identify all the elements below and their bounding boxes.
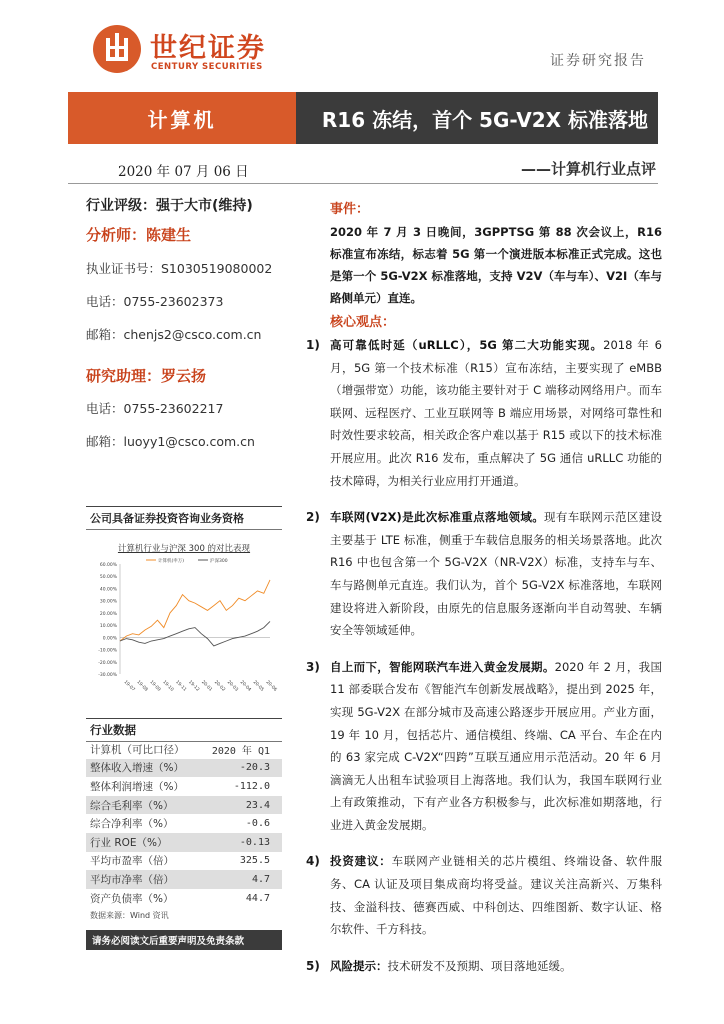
analyst-certificate: 执业证书号：S1030519080002 xyxy=(86,261,273,276)
table-row xyxy=(86,814,282,833)
item-headline: 高可靠低时延（uRLLC），5G 第二大功能实现。 xyxy=(330,338,604,352)
x-tick-label: 19-08 xyxy=(135,679,149,693)
x-tick-label: 19-11 xyxy=(174,679,188,693)
event-heading: 事件： xyxy=(330,202,370,217)
legend-label: 计算机(申万) xyxy=(158,558,185,564)
item-number: 5) xyxy=(306,958,320,973)
x-tick-label: 19-07 xyxy=(122,679,136,693)
analyst-name: 分析师：陈建生 xyxy=(86,226,192,244)
item-text xyxy=(330,850,662,940)
spacer xyxy=(306,941,662,951)
x-tick-label: 20-05 xyxy=(251,679,265,693)
table-row xyxy=(86,852,282,871)
item-body: 2018 年 6 月，5G 第一个技术标准（R15）宣布冻结，主要实现了 eMBB（增强带宽）功能，该功能主要针对于 C 端移动网络用户。而车联网、远程医疗、工业互联网等 B 端应用场景，对网络可靠性和时效性要求较高，相关政企客户难以基于 R15 或以下的技术标准开展应用。此次 R16 发布，重点解决了 5G 通信 uRLLC 功能的技术障碍，为相关行业应用打开通道。 xyxy=(330,338,662,488)
item-headline: 自上而下，智能网联汽车进入黄金发展期。 xyxy=(330,659,555,674)
item-body: 技术研发不及预期、项目落地延缓。 xyxy=(387,958,572,973)
x-tick-label: 19-12 xyxy=(187,679,200,693)
item-text xyxy=(330,656,662,837)
series-line-1 xyxy=(120,621,270,646)
logo-chinese-name: 世纪证券 xyxy=(150,33,266,64)
y-tick-label: -30.00% xyxy=(98,673,117,678)
item-body: 车联网产业链相关的芯片模组、终端设备、软件服务、CA 认证及项目集成商均将受益。建议关注高新兴、万集科技、金溢科技、德赛西威、中科创达、四维图新、数字认证、格尔软件、千方科技。 xyxy=(330,854,663,937)
header-divider xyxy=(68,183,658,184)
x-tick-label: 19-09 xyxy=(148,679,162,693)
row-value: 23.4 xyxy=(245,799,270,811)
item-headline: 投资建议： xyxy=(330,854,392,869)
spacer xyxy=(306,642,662,652)
row-label: 整体收入增速（%） xyxy=(90,762,184,775)
x-tick-label: 20-03 xyxy=(225,679,239,693)
table-row xyxy=(86,889,282,908)
item-number: 4) xyxy=(306,854,320,869)
company-logo xyxy=(92,22,292,78)
logo-english-name: CENTURY SECURITIES xyxy=(151,62,263,72)
item-text xyxy=(330,334,662,492)
legend-label: 沪深300 xyxy=(210,558,228,564)
century-securities-logo-icon xyxy=(92,24,142,74)
row-value: -20.3 xyxy=(239,762,270,774)
report-type-label: 证券研究报告 xyxy=(550,53,646,69)
spacer xyxy=(306,836,662,846)
row-label: 平均市净率（倍） xyxy=(90,873,174,886)
table-row xyxy=(86,777,282,796)
row-value: -112.0 xyxy=(233,780,270,792)
item-body: 现有车联网示范区建设主要基于 LTE 标准，侧重于车载信息服务的相关场景落地。此次 R16 中也包含第一个 5G-V2X（NR-V2X）标准，支持车与车、车与路侧单元直连。我们认为，首个 5G-V2X 标准落地，车联网建设将进入新阶段，由原先的信息服务逐渐向半自动驾驶、车辆安全等领域延伸。 xyxy=(330,510,663,638)
y-tick-label: 0.00% xyxy=(102,636,117,642)
analyst-email[interactable]: 邮箱：chenjs2@csco.com.cn xyxy=(86,327,262,342)
x-tick-label: 20-01 xyxy=(200,679,213,693)
table-row xyxy=(86,870,282,889)
y-tick-label: 60.00% xyxy=(99,563,117,568)
item-number: 1) xyxy=(306,338,320,352)
core-view-item xyxy=(306,850,662,940)
x-tick-label: 20-04 xyxy=(238,679,252,693)
table-row xyxy=(86,833,282,852)
title-banner xyxy=(68,92,658,144)
y-tick-label: 50.00% xyxy=(99,575,117,581)
item-headline: 风险提示： xyxy=(330,958,388,973)
analyst-sidebar xyxy=(86,195,286,450)
item-body: 2020 年 2 月，我国 11 部委联合发布《智能汽车创新发展战略》，提出到 2025 年，实现 5G-V2X 在部分城市及高速公路逐步开展应用。产业方面，19 年 10 月，包括芯片、通信模组、终端、CA 平台、车企在内的 63 家完成 C-V2X“四跨”互联互通应用示范活动。20 年 6 月滴滴无人出租车试验项目上海落地。我们认为，我国车联网行业上有政策推动，下有产业各方积极参与，此次标准如期落地，行业进入黄金发展期。 xyxy=(330,659,662,832)
row-label: 综合毛利率（%） xyxy=(90,799,174,812)
performance-chart xyxy=(86,528,282,708)
y-tick-label: -10.00% xyxy=(98,648,117,654)
core-view-item xyxy=(306,656,662,837)
row-label: 整体利润增速（%） xyxy=(90,780,184,793)
row-label: 行业 ROE（%） xyxy=(90,836,168,849)
spacer xyxy=(306,492,662,502)
assistant-phone: 电话：0755-23602217 xyxy=(86,401,224,416)
row-label: 综合净利率（%） xyxy=(90,818,174,831)
row-value: 325.5 xyxy=(239,855,270,867)
core-view-item xyxy=(306,955,662,978)
assistant-name: 研究助理：罗云扬 xyxy=(86,367,207,385)
y-tick-label: 20.00% xyxy=(99,611,117,617)
core-view-item xyxy=(306,334,662,492)
report-title: R16 冻结，首个 5G-V2X 标准落地 xyxy=(296,92,658,144)
item-text xyxy=(330,955,662,978)
row-value: -0.13 xyxy=(239,836,270,848)
table-row xyxy=(86,740,282,759)
assistant-email[interactable]: 邮箱：luoyy1@csco.com.cn xyxy=(86,434,255,449)
qualification-bar: 公司具备证券投资咨询业务资格 xyxy=(86,506,282,530)
row-value: 2020 年 Q1 xyxy=(211,745,270,757)
chart-title: 计算机行业与沪深 300 的对比表现 xyxy=(117,544,251,554)
main-content xyxy=(306,198,662,977)
y-tick-label: -20.00% xyxy=(98,660,117,666)
core-views-list xyxy=(306,334,662,977)
x-tick-label: 19-10 xyxy=(161,679,175,693)
item-number: 2) xyxy=(306,510,320,525)
y-tick-label: 10.00% xyxy=(99,624,117,630)
y-tick-label: 30.00% xyxy=(99,599,117,605)
data-source: 数据来源：Wind 资讯 xyxy=(90,910,169,920)
row-value: 4.7 xyxy=(251,873,270,885)
row-value: 44.7 xyxy=(245,892,270,904)
core-view-item xyxy=(306,506,662,642)
row-label: 平均市盈率（倍） xyxy=(90,855,174,868)
report-subtitle: ——计算机行业点评 xyxy=(520,160,656,178)
item-headline: 车联网(V2X)是此次标准重点落地领域。 xyxy=(330,510,545,525)
table-row xyxy=(86,759,282,778)
y-tick-label: 40.00% xyxy=(99,587,117,593)
series-line-0 xyxy=(120,580,270,641)
industry-data-table xyxy=(86,740,282,923)
row-label: 计算机（可比口径） xyxy=(90,743,185,756)
industry-rating: 行业评级：强于大市(维持) xyxy=(86,198,253,214)
table-row xyxy=(86,796,282,815)
x-tick-label: 20-06 xyxy=(264,679,278,693)
chart-plot xyxy=(86,528,282,708)
industry-data-title: 行业数据 xyxy=(86,718,282,742)
x-tick-label: 20-02 xyxy=(212,679,226,693)
item-number: 3) xyxy=(306,659,320,674)
core-views-heading: 核心观点： xyxy=(330,315,396,330)
event-text: 2020 年 7 月 3 日晚间，3GPPTSG 第 88 次会议上，R16 标准宣布冻结，标志着 5G 第一个演进版本标准正式完成。这也是第一个 5G-V2X 标准落地，支持 V2V（车与车）、V2I（车与路侧单元）直连。 xyxy=(330,225,662,305)
item-text xyxy=(330,506,662,642)
report-date: 2020 年 07 月 06 日 xyxy=(118,164,249,180)
row-label: 资产负债率（%） xyxy=(90,892,174,905)
sector-name: 计算机 xyxy=(68,92,296,144)
disclaimer-bar[interactable]: 请务必阅读文后重要声明及免责条款 xyxy=(86,930,282,950)
row-value: -0.6 xyxy=(245,818,270,830)
analyst-phone: 电话：0755-23602373 xyxy=(86,294,224,309)
